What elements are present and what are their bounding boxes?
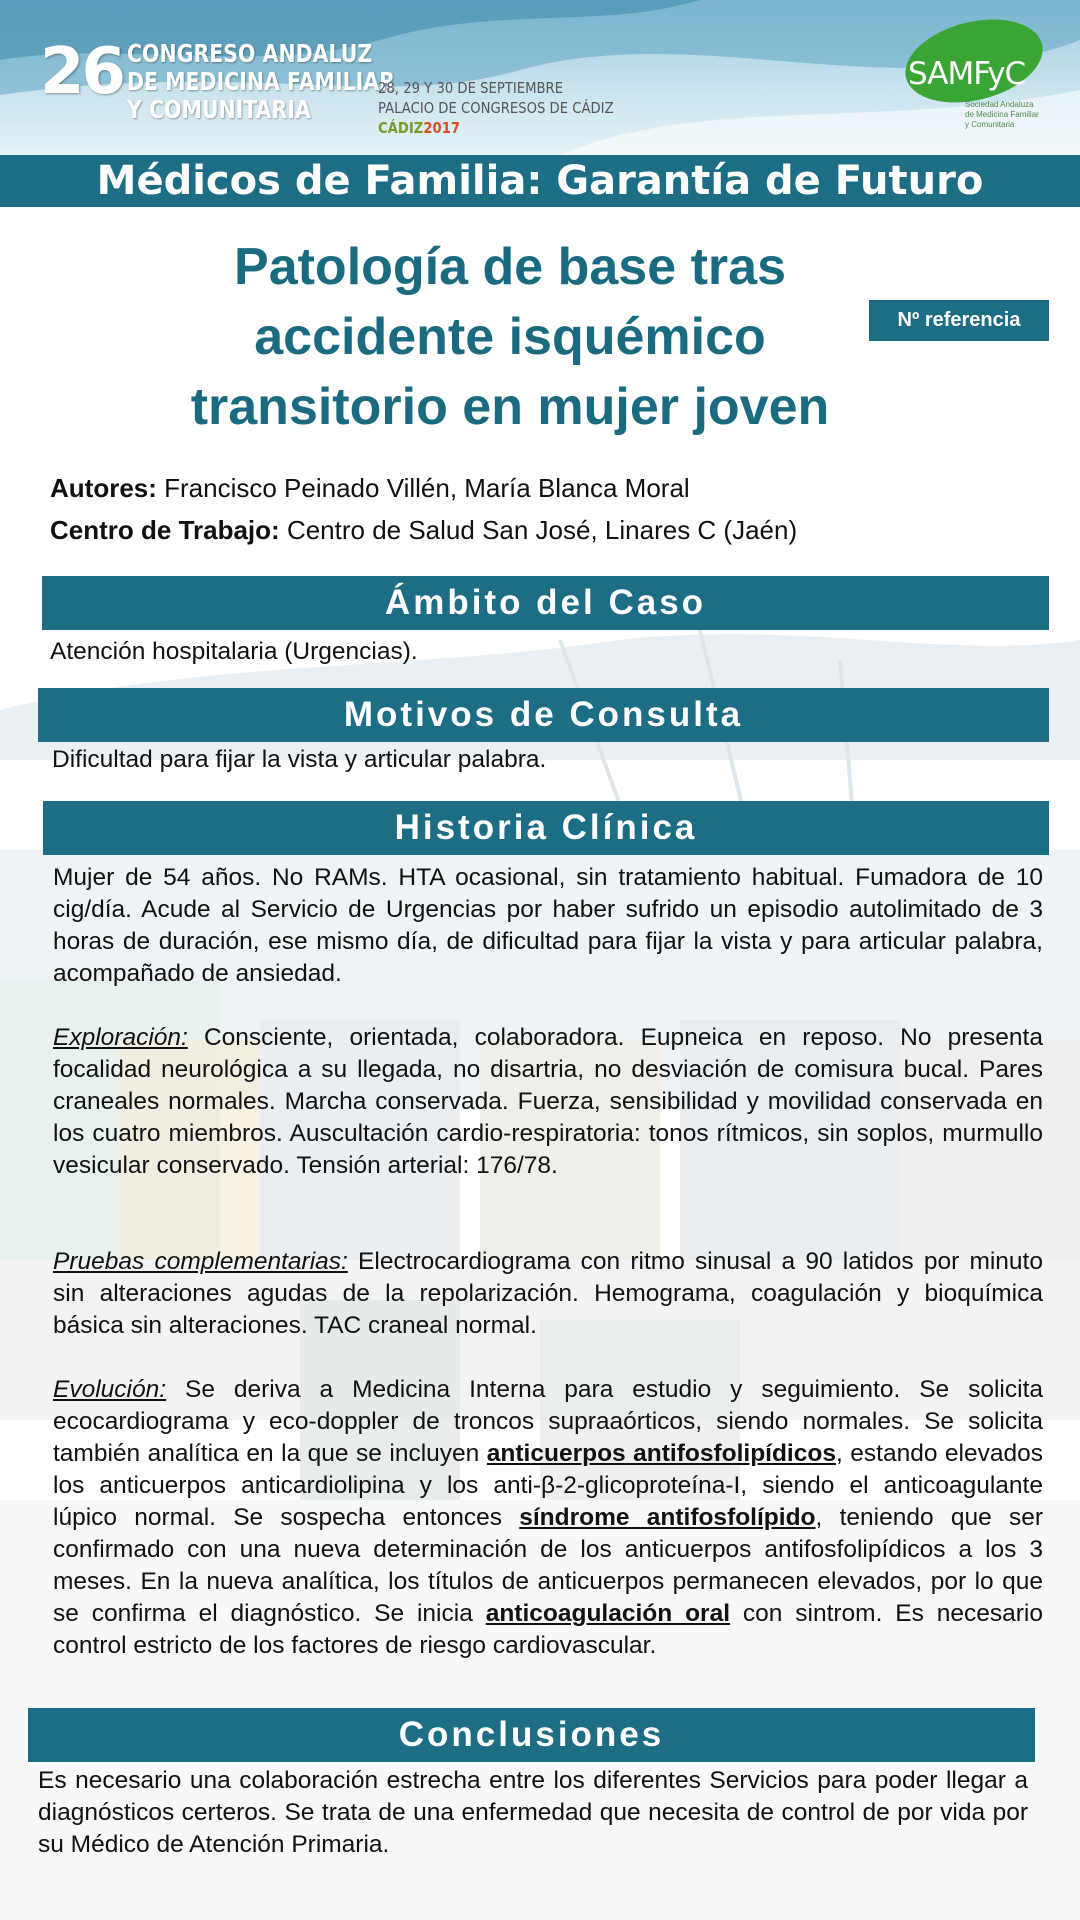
congress-banner <box>0 0 1080 155</box>
historia-heading: Historia Clínica <box>43 801 1049 855</box>
keyword-anticoagulacion: anticoagulación oral <box>485 1600 731 1627</box>
pruebas-paragraph: Pruebas complementarias: Electrocardiograma con ritmo sinusal a 90 latidos por minuto sin alteraciones agudas de la repolarización. Hemograma, coagulación y bioquímica básica sin alteraciones. TAC craneal normal. <box>53 1248 1043 1339</box>
evolucion-paragraph: Evolución: Se deriva a Medicina Interna para estudio y seguimiento. Se solicita ecocardiograma y eco-doppler de troncos supraaórticos, siendo normales. Se solicita también analítica en la que se incluyen anticuerpos antifosfolipídicos, estando elevados los anticuerpos anticardiolipina y los anti-β-2-glicoproteína-I, siendo el anticoagulante lúpico normal. Se sospecha entonces síndrome antifosfolípido, teniendo que ser confirmado con una nueva determinación de los anticuerpos antifosfolipídicos a los 3 meses. En la nueva analítica, los títulos de anticuerpos permanecen elevados, por lo que se confirma el diagnóstico. Se inicia anticoagulación oral con sintrom. Es necesario control estricto de los factores de riesgo cardiovascular. <box>53 1376 1044 1659</box>
exploracion-label: Exploración: <box>53 1024 188 1051</box>
historia-intro: Mujer de 54 años. No RAMs. HTA ocasional, sin tratamiento habitual. Fumadora de 10 cig/día. Acude al Servicio de Urgencias por haber sufrido un episodio autolimitado de 3 horas de duración, ese mismo día, de dificultad para fijar la vista y para articular palabra, acompañado de ansiedad. <box>53 864 1043 987</box>
congress-dates: 28, 29 Y 30 DE SEPTIEMBRE <box>378 79 564 97</box>
congress-venue: PALACIO DE CONGRESOS DE CÁDIZ <box>378 99 614 117</box>
conclusiones-heading: Conclusiones <box>28 1708 1035 1762</box>
congress-info <box>378 78 614 138</box>
congress-name: CONGRESO ANDALUZ DE MEDICINA FAMILIAR Y COMUNITARIA <box>127 39 395 124</box>
congress-city-year: CÁDIZ2017 <box>378 119 461 137</box>
motivos-heading: Motivos de Consulta <box>38 688 1049 742</box>
authors-value: Francisco Peinado Villén, María Blanca Moral <box>164 473 690 503</box>
workplace-label: Centro de Trabajo: <box>50 515 280 545</box>
pruebas-label: Pruebas complementarias: <box>53 1248 348 1275</box>
authors-line <box>50 472 690 504</box>
reference-badge: Nº referencia <box>869 300 1049 341</box>
slogan-bar: Médicos de Familia: Garantía de Futuro <box>0 155 1080 207</box>
keyword-sindrome: síndrome antifosfolípido <box>519 1504 816 1531</box>
motivos-text: Dificultad para fijar la vista y articular palabra. <box>52 746 547 773</box>
workplace-value: Centro de Salud San José, Linares C (Jaén) <box>286 515 798 545</box>
ambito-text: Atención hospitalaria (Urgencias). <box>50 638 418 665</box>
keyword-anticuerpos: anticuerpos antifosfolipídicos <box>486 1440 836 1467</box>
workplace-line <box>50 514 797 546</box>
samfyc-logo-text: SAMFyC <box>908 56 1026 92</box>
evolucion-label: Evolución: <box>53 1376 167 1403</box>
conclusiones-text: Es necesario una colaboración estrecha entre los diferentes Servicios para poder llegar a diagnósticos certeros. Se trata de una enfermedad que necesita de control de por vida por su Médico de Atención Primaria. <box>38 1767 1028 1858</box>
exploracion-paragraph: Exploración: Consciente, orientada, colaboradora. Eupneica en reposo. No presenta focalidad neurológica a su llegada, no disartria, no desviación de comisura bucal. Pares craneales normales. Marcha conservada. Fuerza, sensibilidad y movilidad conservada en los cuatro miembros. Auscultación cardio-respiratoria: tonos rítmicos, sin soplos, murmullo vesicular conservado. Tensión arterial: 176/78. <box>53 1024 1043 1179</box>
authors-label: Autores: <box>50 473 157 503</box>
ambito-heading: Ámbito del Caso <box>42 576 1049 630</box>
poster-title: Patología de base tras accidente isquémico transitorio en mujer joven <box>190 238 830 436</box>
congress-number: 26 <box>40 35 124 109</box>
samfyc-logo-subtitle: Sociedad Andaluza de Medicina Familiar y Comunitaria <box>965 100 1039 129</box>
